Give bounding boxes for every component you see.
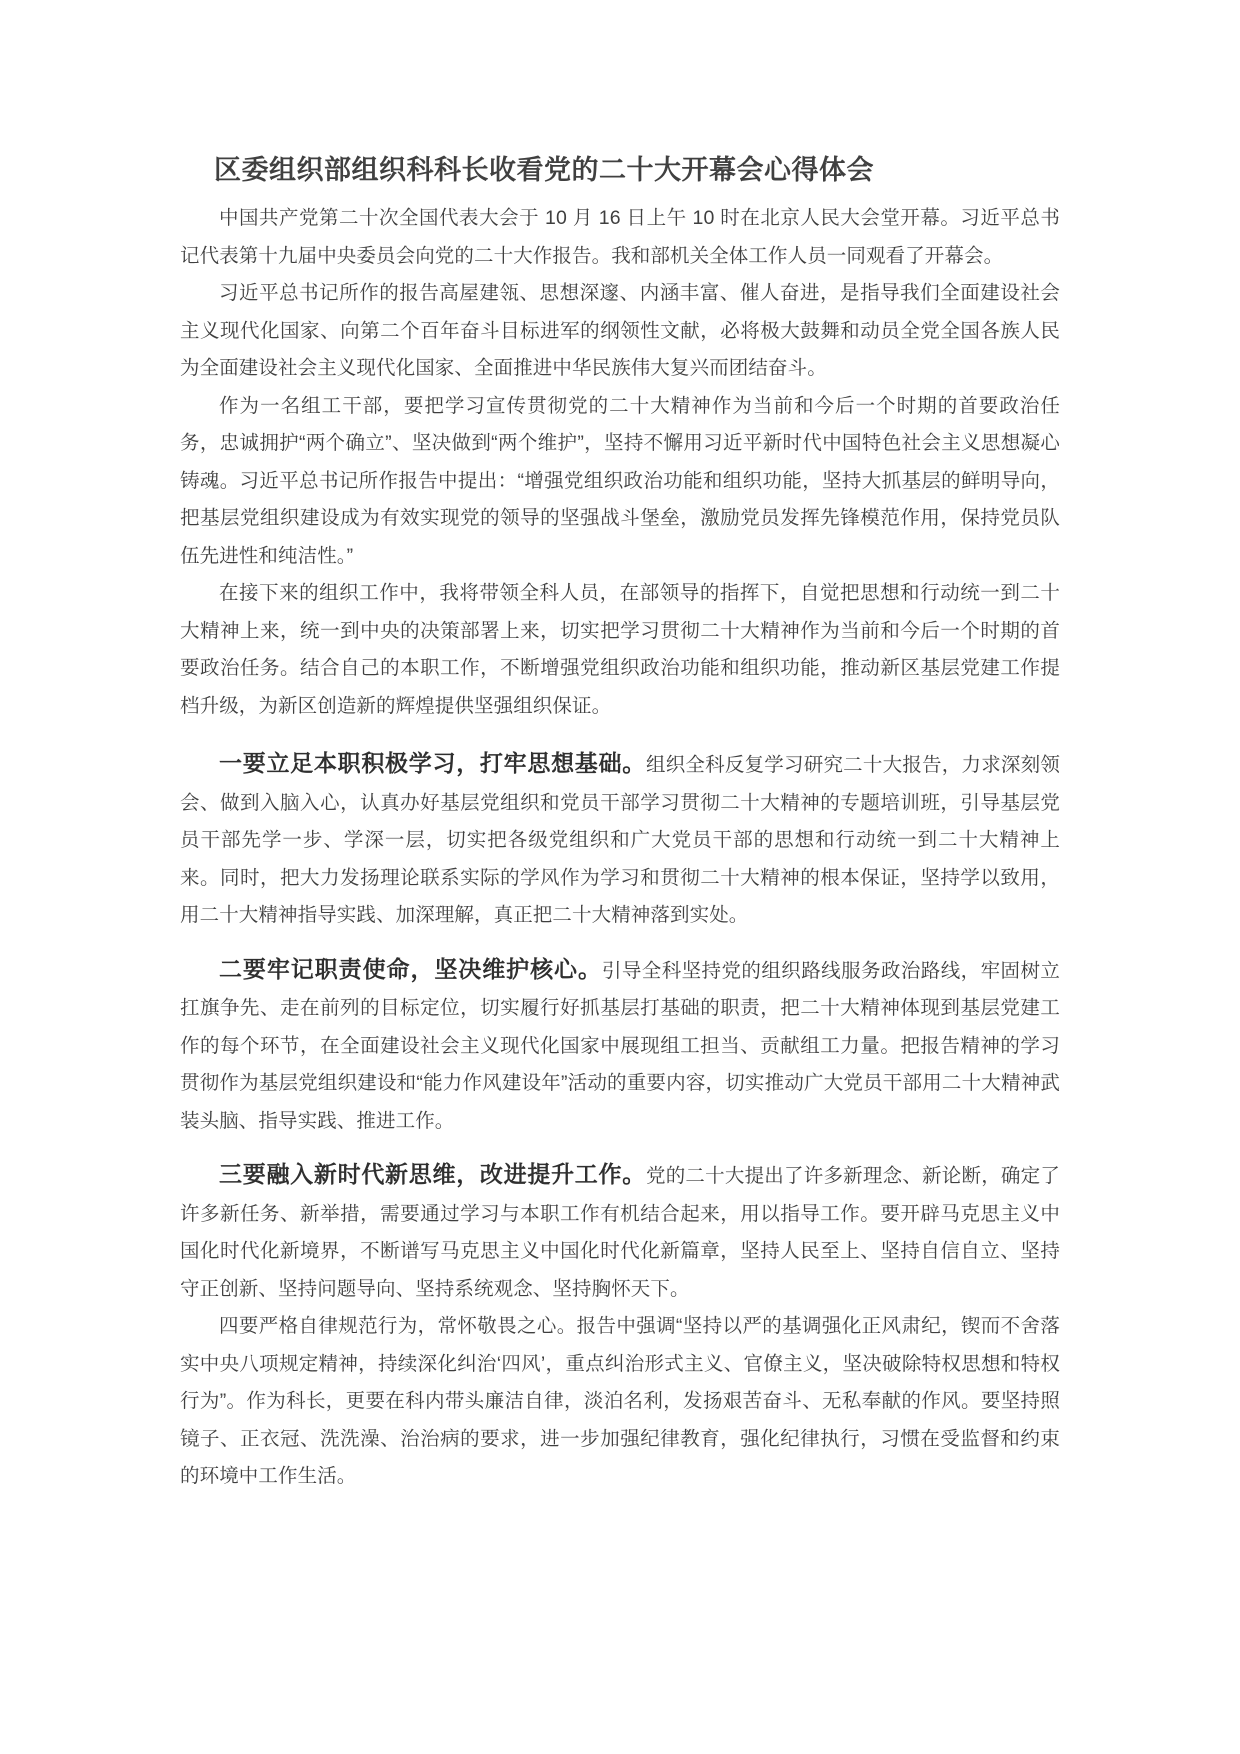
section-three xyxy=(180,1156,1060,1308)
section-gap-3 xyxy=(180,1140,1060,1156)
paragraph-next-steps: 在接下来的组织工作中，我将带领全科人员，在部领导的指挥下，自觉把思想和行动统一到二十大精神上来，统一到中央的决策部署上来，切实把学习贯彻二十大精神作为当前和今后一个时期的首要政治任务。结合自己的本职工作，不断增强党组织政治功能和组织功能，推动新区基层党建工作提档升级，为新区创造新的辉煌提供坚强组织保证。 xyxy=(180,582,1060,717)
section-two xyxy=(180,951,1060,1141)
section-one-heading: 一要立足本职积极学习，打牢思想基础。 xyxy=(219,750,646,777)
section-three-heading: 三要融入新时代新思维，改进提升工作。 xyxy=(219,1161,646,1188)
paragraph-self-discipline: 四要严格自律规范行为，常怀敬畏之心。报告中强调“坚持以严的基调强化正风肃纪，锲而不舍落实中央八项规定精神，持续深化纠治‘四风’，重点纠治形式主义、官僚主义，坚决破除特权思想和特权行为”。作为科长，更要在科内带头廉洁自律，淡泊名利，发扬艰苦奋斗、无私奉献的作风。要坚持照镜子、正衣冠、洗洗澡、治治病的要求，进一步加强纪律教育，强化纪律执行，习惯在受监督和约束的环境中工作生活。 xyxy=(180,1315,1060,1488)
section-one-text xyxy=(180,745,1060,935)
paragraph-cadre-duty: 作为一名组工干部，要把学习宣传贯彻党的二十大精神作为当前和今后一个时期的首要政治任务，忠诚拥护“两个确立”、坚决做到“两个维护”，坚持不懈用习近平新时代中国特色社会主义思想凝心铸魂。习近平总书记所作报告中提出：“增强党组织政治功能和组织功能，坚持大抓基层的鲜明导向，把基层党组织建设成为有效实现党的领导的坚强战斗堡垒，激励党员发挥先锋模范作用，保持党员队伍先进性和纯洁性。” xyxy=(180,394,1060,567)
section-two-body: 引导全科坚持党的组织路线服务政治路线，牢固树立扛旗争先、走在前列的目标定位，切实履行好抓基层打基础的职责，把二十大精神体现到基层党建工作的每个环节，在全面建设社会主义现代化国家中展现组工担当、贡献组工力量。把报告精神的学习贯彻作为基层党组织建设和“能力作风建设年”活动的重要内容，切实推动广大党员干部用二十大精神武装头脑、指导实践、推进工作。 xyxy=(180,959,1060,1132)
section-three-text xyxy=(180,1156,1060,1308)
section-three-body: 党的二十大提出了许多新理念、新论断，确定了许多新任务、新举措，需要通过学习与本职工作有机结合起来，用以指导工作。要开辟马克思主义中国化时代化新境界，不断谱写马克思主义中国化时代化新篇章，坚持人民至上、坚持自信自立、坚持守正创新、坚持问题导向、坚持系统观念、坚持胸怀天下。 xyxy=(180,1165,1060,1300)
paragraph-report-summary: 习近平总书记所作的报告高屋建瓴、思想深邃、内涵丰富、催人奋进，是指导我们全面建设社会主义现代化国家、向第二个百年奋斗目标进军的纲领性文献，必将极大鼓舞和动员全党全国各族人民为全面建设社会主义现代化国家、全面推进中华民族伟大复兴而团结奋斗。 xyxy=(180,282,1060,380)
section-two-text xyxy=(180,951,1060,1141)
page-title: 区委组织部组织科科长收看党的二十大开幕会心得体会 xyxy=(214,155,874,185)
section-two-heading: 二要牢记职责使命，坚决维护核心。 xyxy=(219,955,602,982)
section-one-body: 组织全科反复学习研究二十大报告，力求深刻领会、做到入脑入心，认真办好基层党组织和党员干部学习贯彻二十大精神的专题培训班，引导基层党员干部先学一步、学深一层，切实把各级党组织和广大党员干部的思想和行动统一到二十大精神上来。同时，把大力发扬理论联系实际的学风作为学习和贯彻二十大精神的根本保证，坚持学以致用，用二十大精神指导实践、加深理解，真正把二十大精神落到实处。 xyxy=(180,754,1060,927)
section-one xyxy=(180,745,1060,935)
section-gap-2 xyxy=(180,935,1060,951)
section-gap-1 xyxy=(180,725,1060,745)
paragraph-opening: 中国共产党第二十次全国代表大会于 10 月 16 日上午 10 时在北京人民大会堂开幕。习近平总书记代表第十九届中央委员会向党的二十大作报告。我和部机关全体工作人员一同观看了开幕会。 xyxy=(180,207,1060,267)
